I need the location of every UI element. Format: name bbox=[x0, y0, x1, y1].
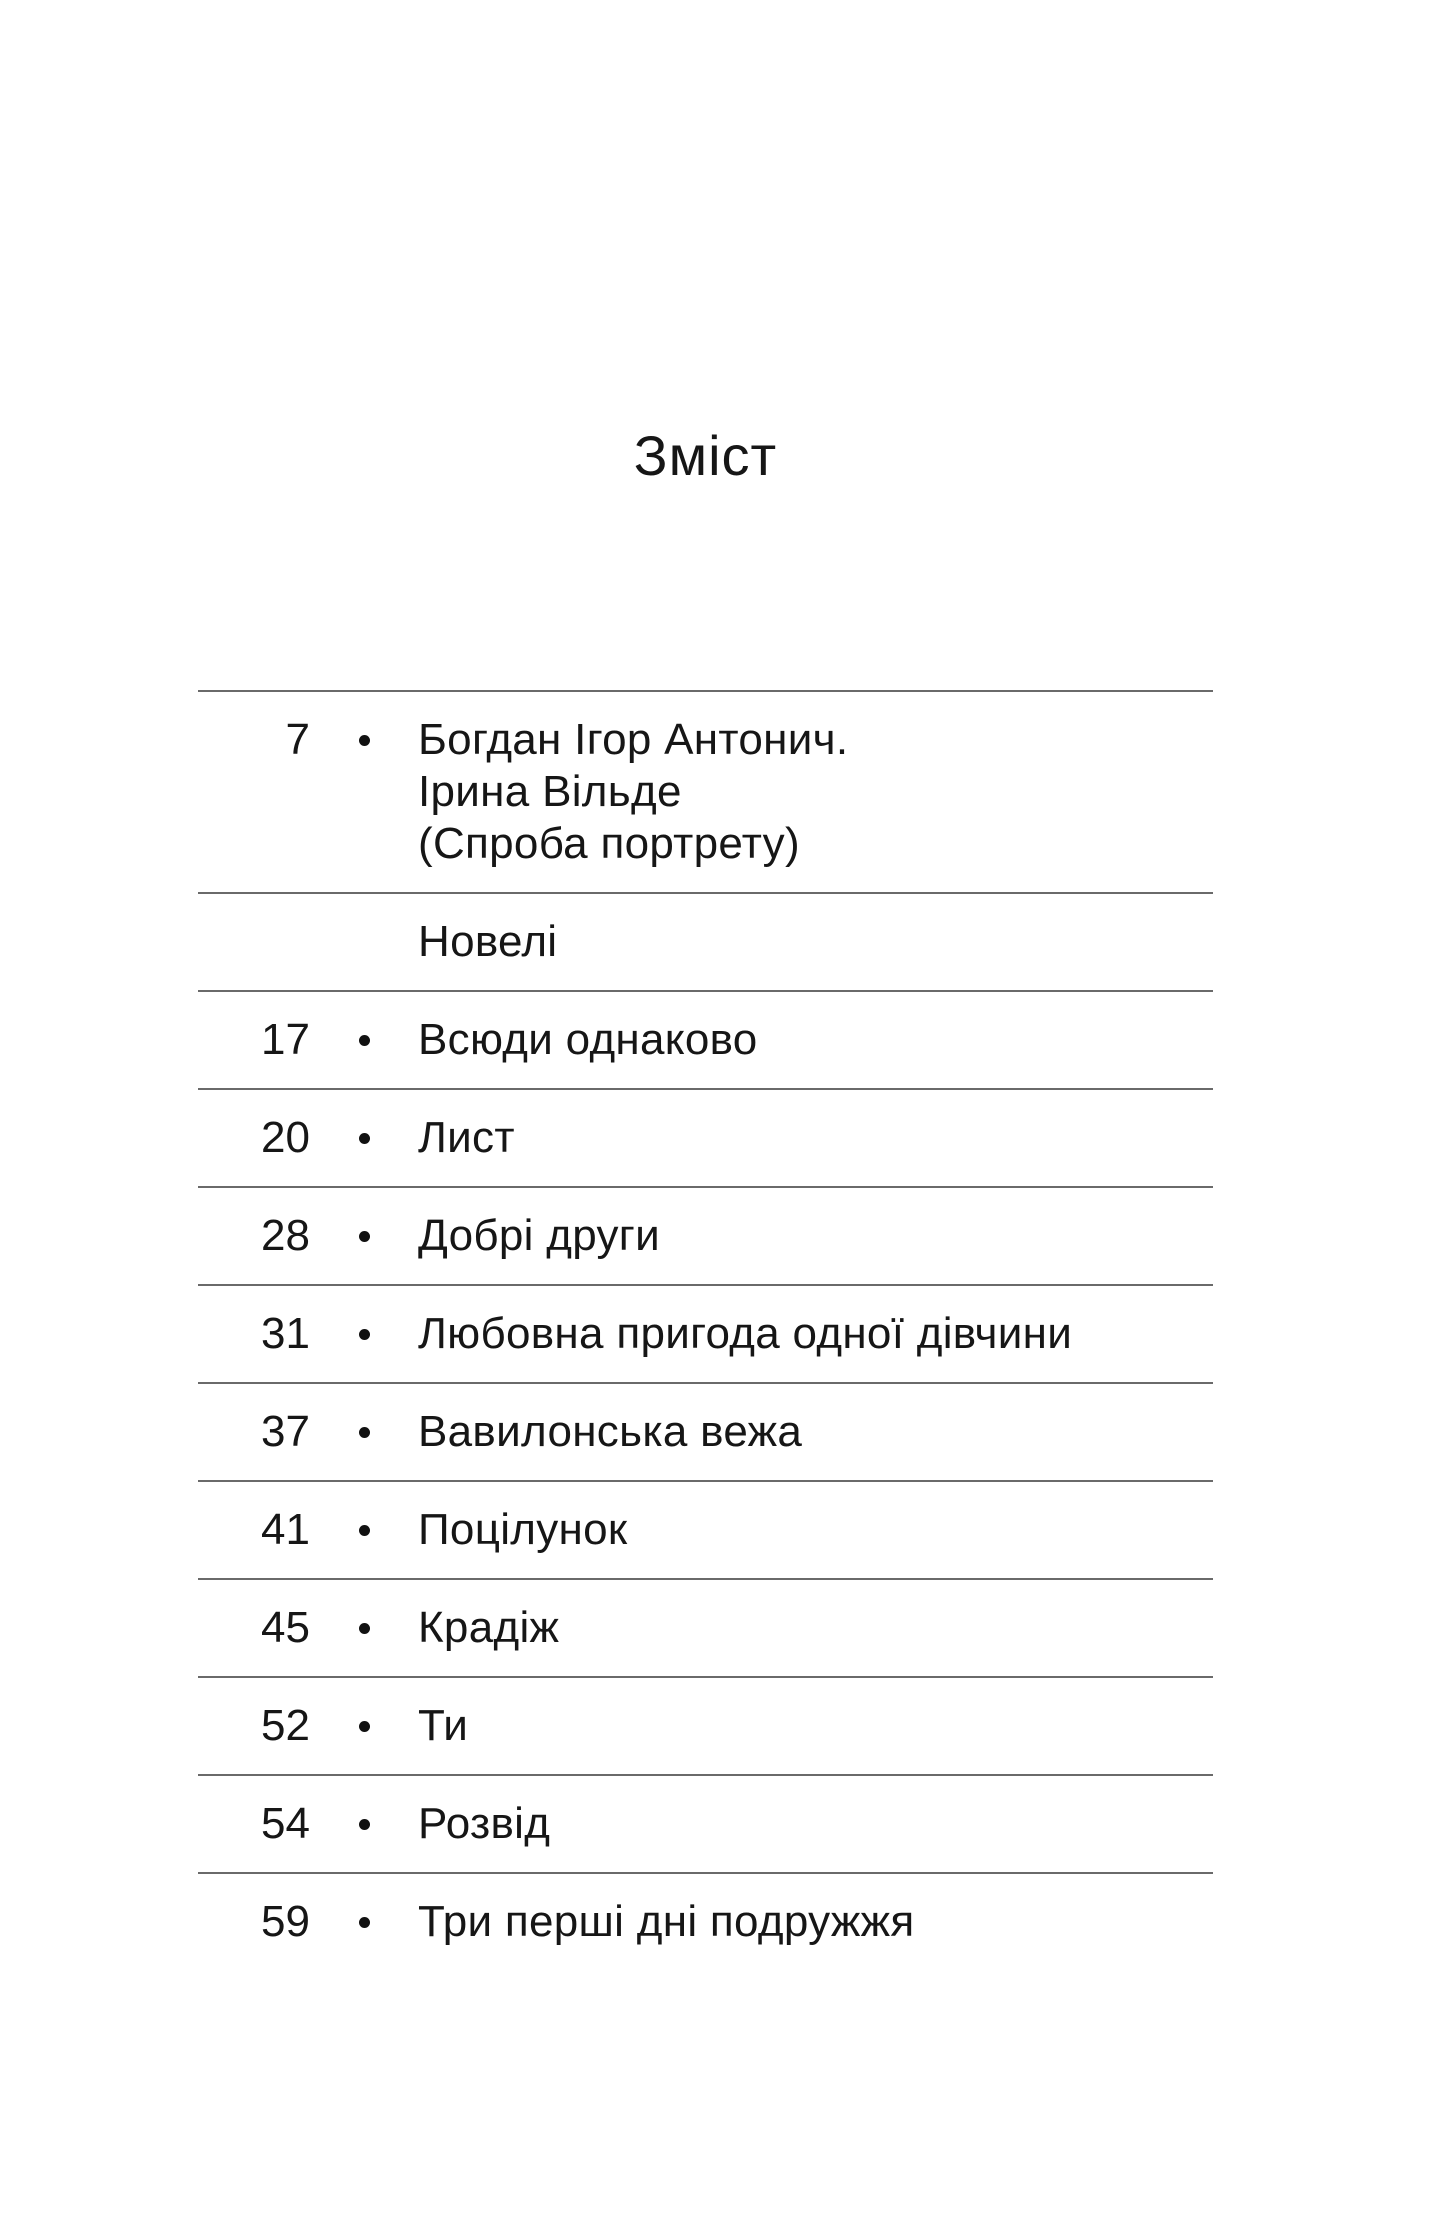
bullet-cell bbox=[310, 1112, 418, 1164]
toc-row bbox=[198, 690, 1213, 892]
toc-row bbox=[198, 1676, 1213, 1774]
entry-title-line: Богдан Ігор Антонич. bbox=[418, 715, 849, 764]
bullet-icon bbox=[359, 1035, 370, 1046]
toc-row bbox=[198, 1186, 1213, 1284]
toc-row bbox=[198, 1578, 1213, 1676]
bullet-icon bbox=[359, 735, 370, 746]
bullet-cell bbox=[310, 1308, 418, 1360]
bullet-icon bbox=[359, 1819, 370, 1830]
entry-title: Добрі други bbox=[418, 1211, 661, 1260]
bullet-cell bbox=[310, 1210, 418, 1262]
bullet-icon bbox=[359, 1721, 370, 1732]
toc-row bbox=[198, 1088, 1213, 1186]
page-number: 7 bbox=[285, 715, 310, 764]
entry-title-line: (Спроба портрету) bbox=[418, 819, 800, 868]
toc-row bbox=[198, 1480, 1213, 1578]
page-number: 31 bbox=[261, 1309, 310, 1358]
bullet-icon bbox=[359, 1623, 370, 1634]
bullet-cell bbox=[310, 714, 418, 766]
bullet-cell bbox=[310, 1700, 418, 1752]
bullet-cell bbox=[310, 916, 418, 968]
toc-section-row bbox=[198, 892, 1213, 990]
entry-title: Всюди однаково bbox=[418, 1015, 758, 1064]
entry-title: Три перші дні подружжя bbox=[418, 1897, 915, 1946]
page-number: 59 bbox=[261, 1897, 310, 1946]
bullet-icon bbox=[359, 1329, 370, 1340]
bullet-icon bbox=[359, 1133, 370, 1144]
entry-title bbox=[418, 714, 1213, 870]
entry-title: Крадіж bbox=[418, 1603, 560, 1652]
toc-row bbox=[198, 1382, 1213, 1480]
entry-title: Вавилонська вежа bbox=[418, 1407, 803, 1456]
page-number: 52 bbox=[261, 1701, 310, 1750]
entry-title: Поцілунок bbox=[418, 1505, 628, 1554]
bullet-cell bbox=[310, 1798, 418, 1850]
bullet-cell bbox=[310, 1602, 418, 1654]
bullet-cell bbox=[310, 1014, 418, 1066]
section-title: Новелі bbox=[418, 917, 558, 966]
bullet-icon bbox=[359, 1427, 370, 1438]
toc-row bbox=[198, 990, 1213, 1088]
bullet-cell bbox=[310, 1896, 418, 1948]
bullet-cell bbox=[310, 1504, 418, 1556]
bullet-icon bbox=[359, 1525, 370, 1536]
toc-row bbox=[198, 1774, 1213, 1872]
page-number: 28 bbox=[261, 1211, 310, 1260]
toc-row bbox=[198, 1872, 1213, 1970]
page-title: Зміст bbox=[633, 424, 778, 487]
entry-title: Любовна пригода одної дівчини bbox=[418, 1309, 1073, 1358]
toc-row bbox=[198, 1284, 1213, 1382]
toc-table bbox=[198, 690, 1213, 1970]
page-number: 41 bbox=[261, 1505, 310, 1554]
page-number: 17 bbox=[261, 1015, 310, 1064]
bullet-cell bbox=[310, 1406, 418, 1458]
bullet-icon bbox=[359, 1917, 370, 1928]
page-number: 54 bbox=[261, 1799, 310, 1848]
entry-title: Лист bbox=[418, 1113, 515, 1162]
page-number: 37 bbox=[261, 1407, 310, 1456]
entry-title: Ти bbox=[418, 1701, 469, 1750]
entry-title: Розвід bbox=[418, 1799, 551, 1848]
page-number: 45 bbox=[261, 1603, 310, 1652]
entry-title-line: Ірина Вільде bbox=[418, 767, 682, 816]
page-number: 20 bbox=[261, 1113, 310, 1162]
bullet-icon bbox=[359, 1231, 370, 1242]
